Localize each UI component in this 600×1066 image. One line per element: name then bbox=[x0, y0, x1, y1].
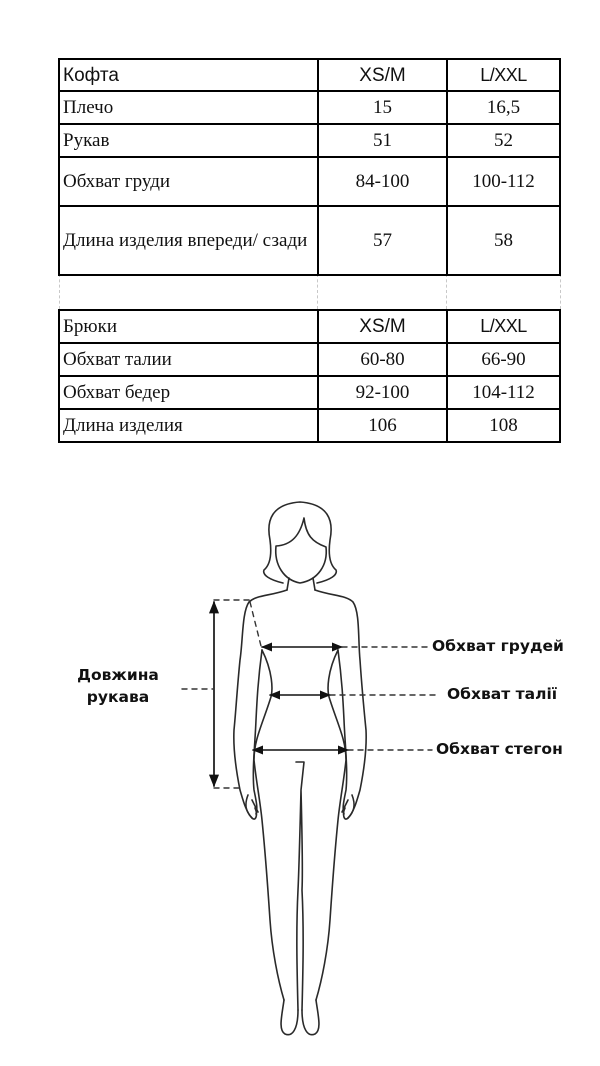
cell-value: 92-100 bbox=[318, 376, 447, 409]
left-arm-outline bbox=[234, 590, 287, 818]
cell-value: 15 bbox=[318, 91, 447, 124]
jacket-size-table bbox=[58, 58, 561, 276]
cell-value: 60-80 bbox=[318, 343, 447, 376]
cell-value: 51 bbox=[318, 124, 447, 157]
jacket-header-label: Кофта bbox=[59, 59, 318, 91]
row-label: Обхват груди bbox=[59, 157, 318, 206]
table-row bbox=[59, 409, 560, 442]
inner-leg bbox=[296, 762, 304, 1010]
cell-value: 66-90 bbox=[447, 343, 560, 376]
grid-guide-left bbox=[59, 274, 60, 309]
grid-guide-mid2 bbox=[446, 274, 447, 309]
table-row bbox=[59, 124, 560, 157]
right-arm-outline bbox=[315, 590, 366, 818]
size-header-xs-m: XS/M bbox=[318, 310, 447, 343]
cell-value: 52 bbox=[447, 124, 560, 157]
torso-left bbox=[254, 650, 284, 1000]
table-row bbox=[59, 376, 560, 409]
size-header-l-xxl: L/XXL bbox=[447, 59, 560, 91]
measurement-figure bbox=[0, 490, 600, 1061]
chest-label: Обхват грудей bbox=[432, 637, 564, 655]
size-header-xs-m: XS/M bbox=[318, 59, 447, 91]
table-row bbox=[59, 91, 560, 124]
grid-guide-right bbox=[560, 274, 561, 309]
sleeve-length-line1: Довжина bbox=[77, 666, 159, 684]
table-row bbox=[59, 157, 560, 206]
grid-guide-mid1 bbox=[317, 274, 318, 309]
cell-value: 16,5 bbox=[447, 91, 560, 124]
cell-value: 57 bbox=[318, 206, 447, 275]
waist-label: Обхват талії bbox=[447, 685, 558, 703]
row-label: Рукав bbox=[59, 124, 318, 157]
row-label: Обхват талии bbox=[59, 343, 318, 376]
pants-size-table bbox=[58, 309, 561, 443]
hips-label: Обхват стегон bbox=[436, 740, 563, 758]
table-row bbox=[59, 343, 560, 376]
body-outline-illustration bbox=[0, 490, 600, 1061]
sleeve-length-line2: рукава bbox=[86, 688, 150, 706]
table-row bbox=[59, 206, 560, 275]
sleeve-dashed-guides bbox=[182, 600, 262, 788]
cell-value: 106 bbox=[318, 409, 447, 442]
left-foot bbox=[281, 1000, 298, 1035]
torso-right bbox=[316, 650, 346, 1000]
table-header-row bbox=[59, 59, 560, 91]
table-header-row bbox=[59, 310, 560, 343]
row-label: Плечо bbox=[59, 91, 318, 124]
cell-value: 58 bbox=[447, 206, 560, 275]
row-label: Длина изделия впереди/ сзади bbox=[59, 206, 318, 275]
row-label: Обхват бедер bbox=[59, 376, 318, 409]
hair-outline bbox=[264, 502, 337, 583]
cell-value: 104-112 bbox=[447, 376, 560, 409]
sleeve-length-label bbox=[68, 664, 168, 708]
size-header-l-xxl: L/XXL bbox=[447, 310, 560, 343]
cell-value: 84-100 bbox=[318, 157, 447, 206]
right-foot bbox=[302, 1000, 319, 1035]
pants-header-label: Брюки bbox=[59, 310, 318, 343]
face-outline bbox=[276, 518, 327, 583]
cell-value: 100-112 bbox=[447, 157, 560, 206]
cell-value: 108 bbox=[447, 409, 560, 442]
row-label: Длина изделия bbox=[59, 409, 318, 442]
